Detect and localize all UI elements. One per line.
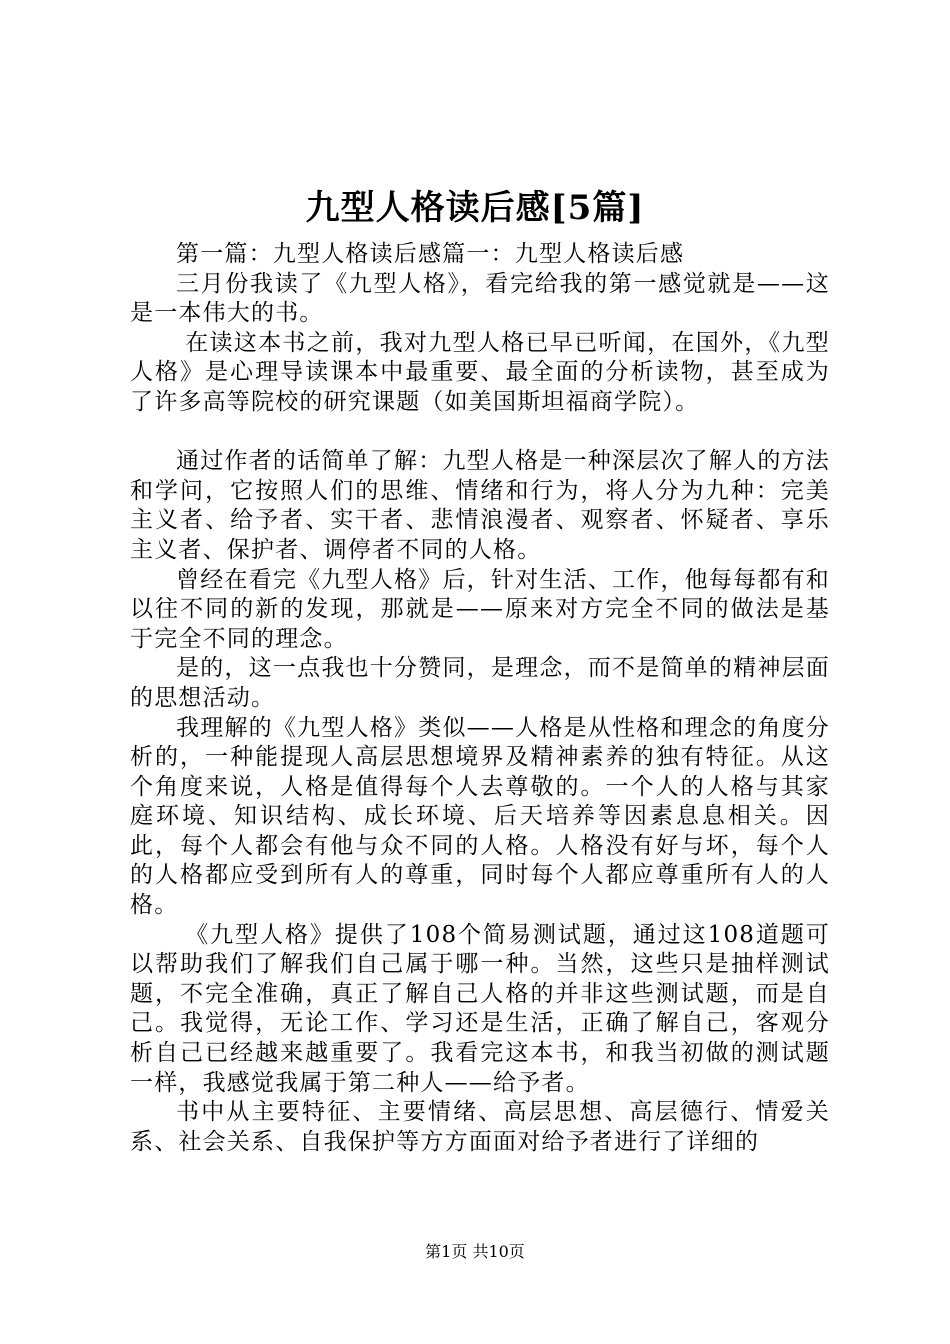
paragraph: 我理解的《九型人格》类似——人格是从性格和理念的角度分析的，一种能提现人高层思想境界及精神素养的独有特征。从这个角度来说，人格是值得每个人去尊敬的。一个人的人格与其家庭环境、知识结构、成长环境、后天培养等因素息息相关。因此，每个人都会有他与众不同的人格。人格没有好与坏，每个人的人格都应受到所有人的尊重，同时每个人都应尊重所有人的人格。 [130,714,830,919]
paragraph: 是的，这一点我也十分赞同，是理念，而不是简单的精神层面的思想活动。 [130,655,830,711]
paragraph: 曾经在看完《九型人格》后，针对生活、工作，他每每都有和以往不同的新的发现，那就是——原来对方完全不同的做法是基于完全不同的理念。 [130,566,830,652]
paragraph: 《九型人格》提供了108个简易测试题，通过这108道题可以帮助我们了解我们自己属于哪一种。当然，这些只是抽样测试题，不完全准确，真正了解自己人格的并非这些测试题，而是自己。我觉得，无论工作、学习还是生活，正确了解自己，客观分析自己已经越来越重要了。我看完这本书，和我当初做的测试题一样，我感觉我属于第二种人——给予者。 [130,921,830,1096]
paragraph: 通过作者的话简单了解：九型人格是一种深层次了解人的方法和学问，它按照人们的思维、情绪和行为，将人分为九种：完美主义者、给予者、实干者、悲情浪漫者、观察者、怀疑者、享乐主义者、保护者、调停者不同的人格。 [130,448,830,563]
section-heading: 第一篇：九型人格读后感篇一：九型人格读后感 [176,241,685,267]
document-body [130,240,830,1157]
paragraph: 在读这本书之前，我对九型人格已早已听闻，在国外，《九型人格》是心理导读课本中最重要、最全面的分析读物，甚至成为了许多高等院校的研究课题（如美国斯坦福商学院）。 [130,329,830,415]
blank-line [130,418,830,448]
document-title: 九型人格读后感[5篇] [305,188,645,228]
page-number-footer: 第1页 共10页 [425,1242,525,1261]
paragraph: 三月份我读了《九型人格》，看完给我的第一感觉就是——这是一本伟大的书。 [130,270,830,327]
paragraph: 书中从主要特征、主要情绪、高层思想、高层德行、情爱关系、社会关系、自我保护等方方面面对给予者进行了详细的 [130,1099,830,1155]
